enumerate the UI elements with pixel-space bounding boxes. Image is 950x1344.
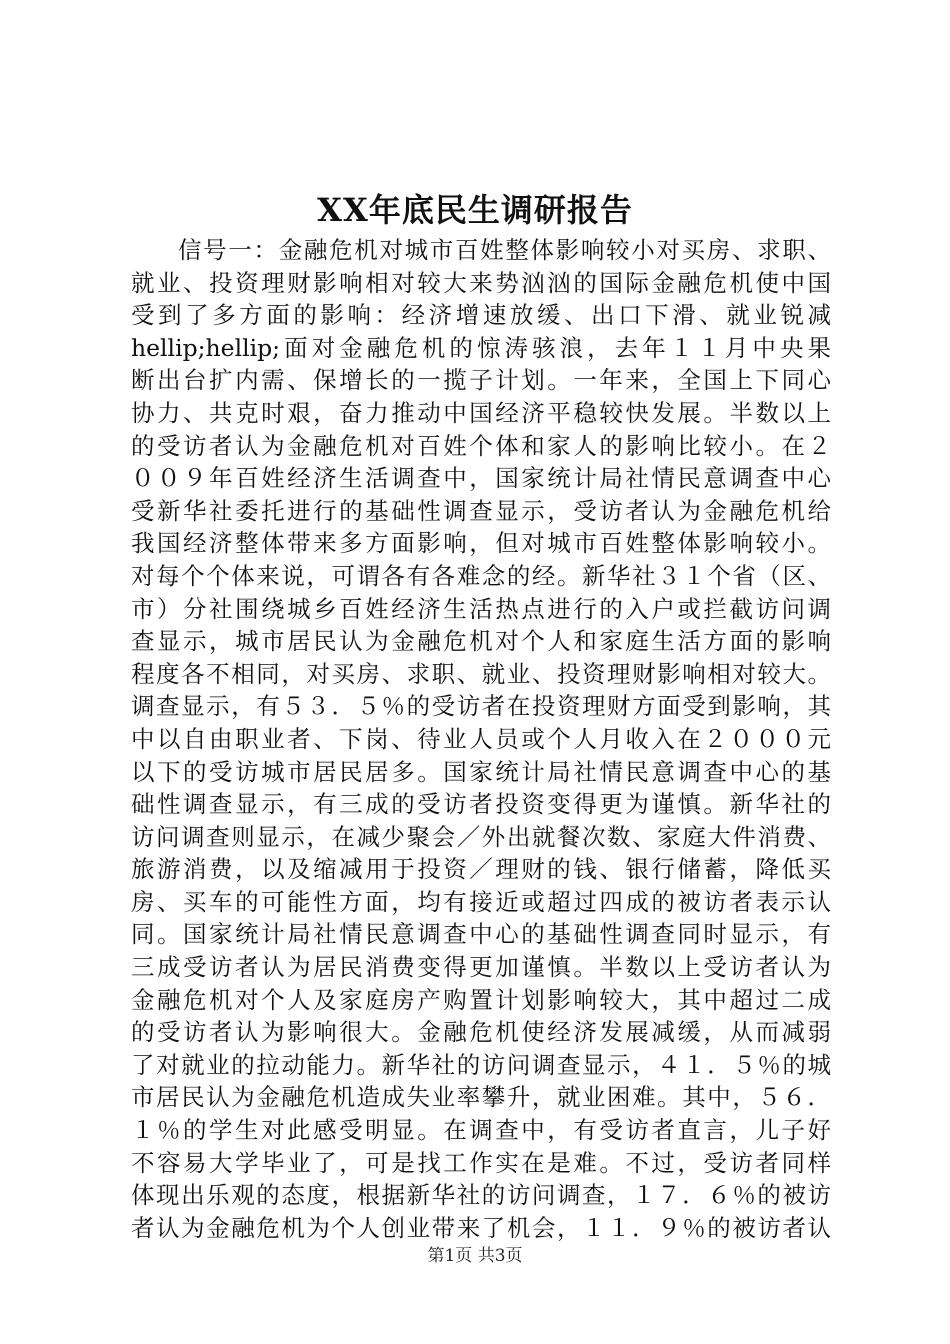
body-line: 体现出乐观的态度，根据新华社的访问调查，１７．６％的被访 <box>131 1181 831 1210</box>
body-line: 旅游消费，以及缩减用于投资／理财的钱、银行储蓄，降低买 <box>131 855 831 884</box>
body-line: 中以自由职业者、下岗、待业人员或个人月收入在２０００元 <box>131 724 831 753</box>
body-line: 市）分社围绕城乡百姓经济生活热点进行的入户或拦截访问调 <box>131 594 831 623</box>
body-line: 的受访者认为影响很大。金融危机使经济发展减缓，从而减弱 <box>131 1018 831 1047</box>
body-line: １％的学生对此感受明显。在调查中，有受访者直言，儿子好 <box>131 1116 831 1145</box>
body-line: ００９年百姓经济生活调查中，国家统计局社情民意调查中心 <box>131 464 831 493</box>
page-footer: 第1页 共3页 <box>427 1246 523 1266</box>
body-line: 受到了多方面的影响：经济增速放缓、出口下滑、就业锐减 <box>131 301 831 330</box>
body-line: 房、买车的可能性方面，均有接近或超过四成的被访者表示认 <box>131 887 831 916</box>
body-line: 受新华社委托进行的基础性调查显示，受访者认为金融危机给 <box>131 496 831 525</box>
body-line: 协力、共克时艰，奋力推动中国经济平稳较快发展。半数以上 <box>131 398 831 427</box>
body-line: 的受访者认为金融危机对百姓个体和家人的影响比较小。在２ <box>131 431 831 460</box>
body-line: 断出台扩内需、保增长的一揽子计划。一年来，全国上下同心 <box>131 366 831 395</box>
body-line: 程度各不相同，对买房、求职、就业、投资理财影响相对较大。 <box>131 659 831 688</box>
body-line: 金融危机对个人及家庭房产购置计划影响较大，其中超过二成 <box>131 985 831 1014</box>
body-line: 础性调查显示，有三成的受访者投资变得更为谨慎。新华社的 <box>131 790 831 819</box>
document-body <box>131 234 831 1244</box>
body-line: 访问调查则显示，在减少聚会／外出就餐次数、家庭大件消费、 <box>131 822 831 851</box>
body-line: 者认为金融危机为个人创业带来了机会，１１．９％的被访者认 <box>131 1213 831 1242</box>
body-line: 就业、投资理财影响相对较大来势汹汹的国际金融危机使中国 <box>131 268 831 297</box>
body-line: 对每个个体来说，可谓各有各难念的经。新华社３１个省（区、 <box>131 561 831 590</box>
body-line: 不容易大学毕业了，可是找工作实在是难。不过，受访者同样 <box>131 1148 831 1177</box>
body-line: 信号一：金融危机对城市百姓整体影响较小对买房、求职、 <box>178 236 831 264</box>
body-line: 同。国家统计局社情民意调查中心的基础性调查同时显示，有 <box>131 920 831 949</box>
document-title: XX年底民生调研报告 <box>317 191 633 229</box>
body-line: 查显示，城市居民认为金融危机对个人和家庭生活方面的影响 <box>131 627 831 656</box>
body-line: hellip;hellip;面对金融危机的惊涛骇浪，去年１１月中央果 <box>131 333 831 362</box>
body-line: 调查显示，有５３．５％的受访者在投资理财方面受到影响，其 <box>131 692 831 721</box>
body-line: 我国经济整体带来多方面影响，但对城市百姓整体影响较小。 <box>131 529 831 558</box>
body-line: 市居民认为金融危机造成失业率攀升，就业困难。其中，５６． <box>131 1083 831 1112</box>
body-line: 以下的受访城市居民居多。国家统计局社情民意调查中心的基 <box>131 757 831 786</box>
body-line: 了对就业的拉动能力。新华社的访问调查显示，４１．５％的城 <box>131 1050 831 1079</box>
body-line: 三成受访者认为居民消费变得更加谨慎。半数以上受访者认为 <box>131 953 831 982</box>
